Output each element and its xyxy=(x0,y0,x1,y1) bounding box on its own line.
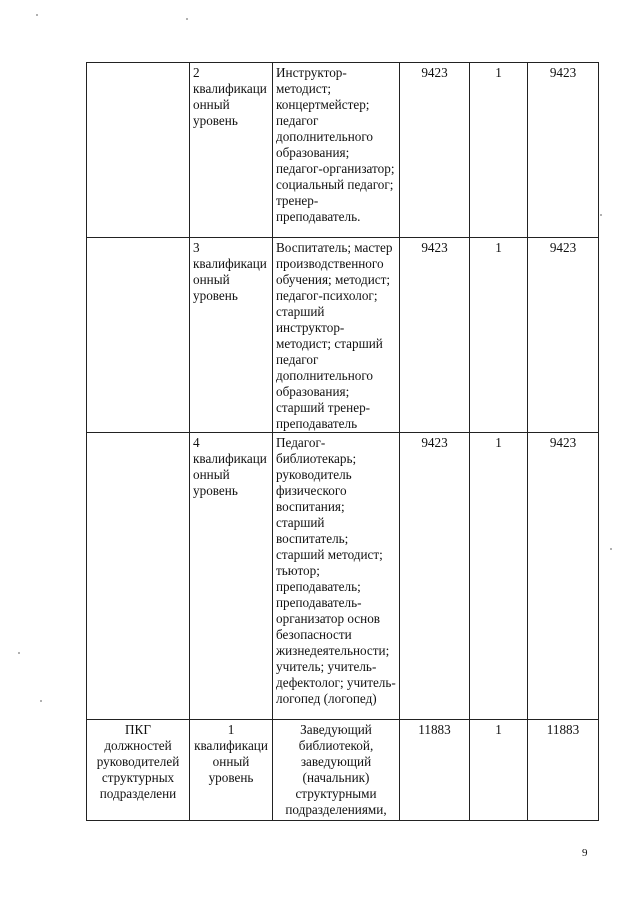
group-cell: ПКГ должностей руководителей структурных подразделени xyxy=(87,720,190,821)
positions-cell: Инструктор-методист; концертмейстер; педагог дополнительного образования; педагог-организатор; социальный педагог; тренер-преподаватель. xyxy=(273,63,400,238)
salary-cell: 9423 xyxy=(528,63,599,238)
level-label: квалификационный уровень xyxy=(193,451,267,498)
positions-cell: Педагог-библиотекарь; руководитель физического воспитания; старший воспитатель; старший методист; тьютор; преподаватель; преподаватель-организатор основ безопасности жизнедеятельности; учитель; учитель-дефектолог; учитель-логопед (логопед) xyxy=(273,433,400,720)
coef-cell: 1 xyxy=(470,238,528,433)
scan-speck xyxy=(186,18,188,20)
scan-speck xyxy=(40,700,42,702)
group-cell xyxy=(87,238,190,433)
scan-speck xyxy=(36,14,38,16)
scan-speck xyxy=(600,214,602,216)
page-number: 9 xyxy=(582,847,588,859)
level-number: 1 xyxy=(227,722,235,737)
rate-cell: 9423 xyxy=(400,433,470,720)
level-number: 3 xyxy=(193,240,200,255)
table-row xyxy=(87,433,599,720)
coef-cell: 1 xyxy=(470,63,528,238)
scan-speck xyxy=(610,548,612,550)
level-number: 4 xyxy=(193,435,200,450)
level-cell xyxy=(190,63,273,238)
rate-cell: 9423 xyxy=(400,63,470,238)
positions-cell: Заведующий библиотекой, заведующий (начальник) структурными подразделениями, xyxy=(273,720,400,821)
scan-speck xyxy=(18,652,20,654)
level-label: квалификационный уровень xyxy=(193,256,267,303)
coef-cell: 1 xyxy=(470,720,528,821)
level-number: 2 xyxy=(193,65,200,80)
salary-cell: 9423 xyxy=(528,238,599,433)
level-cell xyxy=(190,238,273,433)
table-row xyxy=(87,720,599,821)
coef-cell: 1 xyxy=(470,433,528,720)
level-label: квалификационный уровень xyxy=(194,738,268,785)
salary-table xyxy=(86,62,599,821)
positions-cell: Воспитатель; мастер производственного обучения; методист; педагог-психолог; старший инструктор-методист; старший педагог дополнительного образования; старший тренер-преподаватель xyxy=(273,238,400,433)
salary-cell: 11883 xyxy=(528,720,599,821)
level-cell xyxy=(190,720,273,821)
level-label: квалификационный уровень xyxy=(193,81,267,128)
group-cell xyxy=(87,63,190,238)
table-row xyxy=(87,238,599,433)
rate-cell: 9423 xyxy=(400,238,470,433)
salary-cell: 9423 xyxy=(528,433,599,720)
group-cell xyxy=(87,433,190,720)
table-row xyxy=(87,63,599,238)
level-cell xyxy=(190,433,273,720)
rate-cell: 11883 xyxy=(400,720,470,821)
